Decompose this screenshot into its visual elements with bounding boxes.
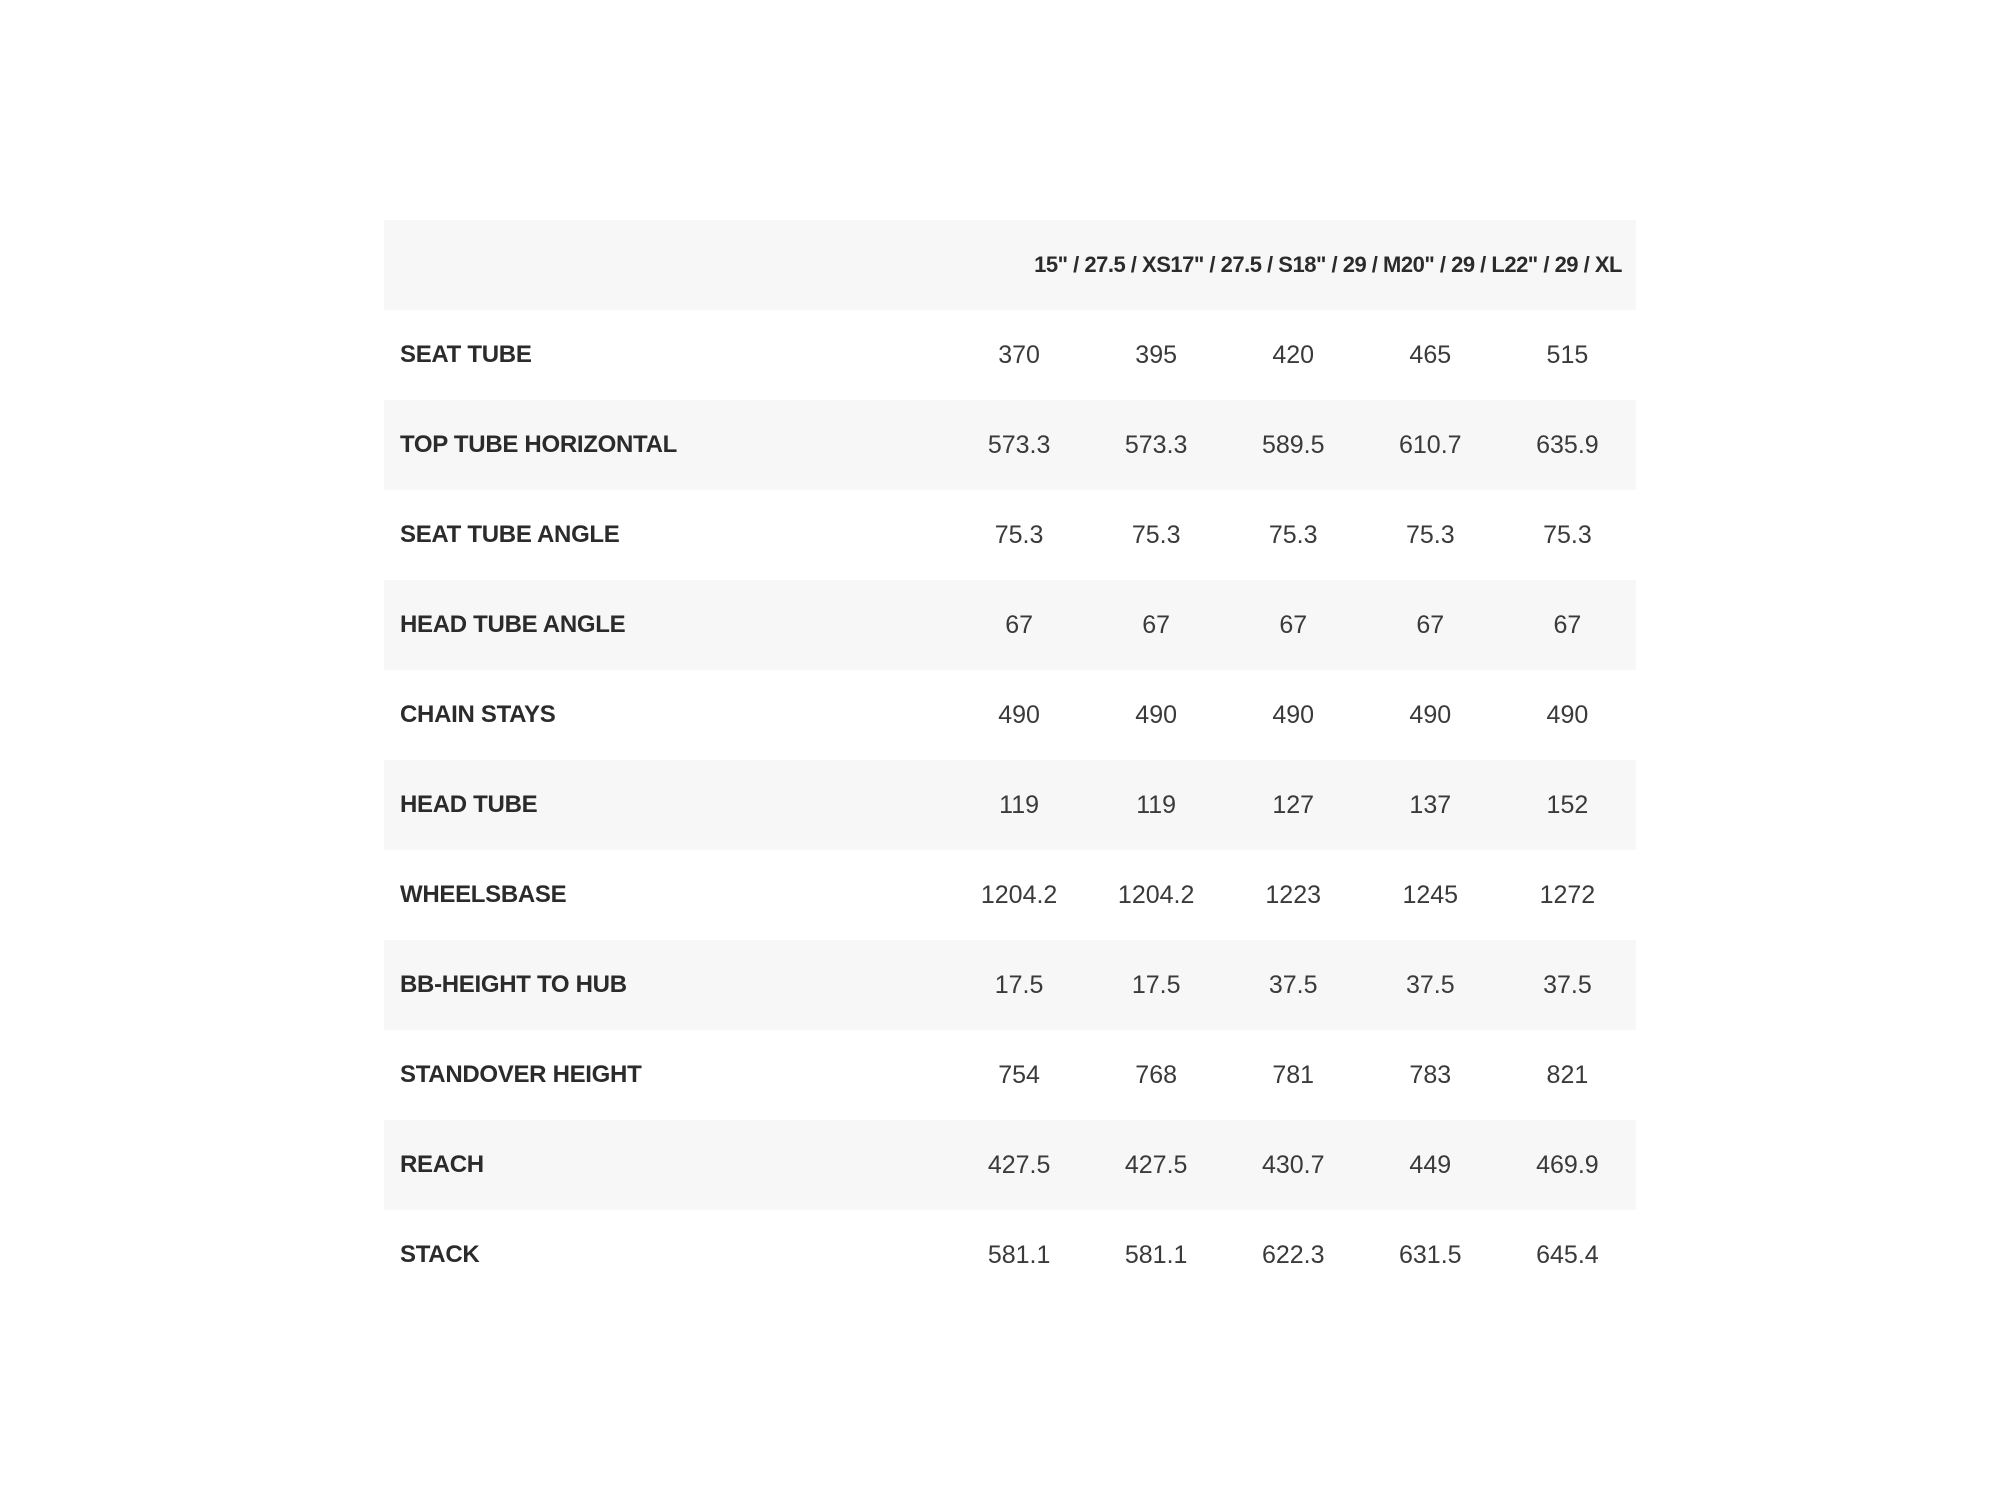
table-cell: 783 [1409, 1060, 1452, 1089]
table-cell: 420 [1272, 340, 1315, 369]
table-row [384, 490, 1636, 580]
table-row [384, 310, 1636, 400]
table-cell: 490 [1409, 700, 1452, 729]
table-cell: 427.5 [987, 1150, 1051, 1179]
table-row [384, 670, 1636, 760]
table-cell: 449 [1409, 1150, 1452, 1179]
table-cell: 631.5 [1399, 1240, 1462, 1269]
row-label: HEAD TUBE ANGLE [400, 611, 626, 638]
size-header-s: 17" / 27.5 / S [1170, 252, 1293, 277]
table-cell: 127 [1272, 790, 1315, 819]
table-cell: 1204.2 [1117, 880, 1195, 909]
table-cell: 67 [1416, 610, 1445, 639]
row-label: HEAD TUBE [400, 791, 538, 818]
table-row [384, 850, 1636, 940]
table-cell: 37.5 [1543, 970, 1592, 999]
table-cell: 1223 [1265, 880, 1322, 909]
size-header-xl: 22" / 29 / XL [1504, 252, 1622, 277]
table-cell: 75.3 [1131, 520, 1181, 549]
table-cell: 1204.2 [980, 880, 1058, 909]
table-cell: 75.3 [1543, 520, 1592, 549]
header-corner-cell [384, 220, 951, 310]
row-label: TOP TUBE HORIZONTAL [400, 431, 677, 458]
table-row [384, 1030, 1636, 1120]
table-row [384, 580, 1636, 670]
table-row [384, 400, 1636, 490]
table-row [384, 1120, 1636, 1210]
table-cell: 469.9 [1536, 1150, 1599, 1179]
table-cell: 67 [1279, 610, 1308, 639]
table-cell: 754 [998, 1060, 1040, 1089]
table-cell: 37.5 [1268, 970, 1318, 999]
row-label: WHEELSBASE [400, 881, 567, 908]
table-cell: 490 [1272, 700, 1315, 729]
row-label: SEAT TUBE [400, 341, 532, 368]
table-cell: 490 [1135, 700, 1178, 729]
table-cell: 821 [1546, 1060, 1589, 1089]
table-cell: 67 [1553, 610, 1582, 639]
table-cell: 1245 [1402, 880, 1459, 909]
table-cell: 67 [1005, 610, 1033, 639]
table-row [384, 940, 1636, 1030]
table-cell: 75.3 [1405, 520, 1455, 549]
table-cell: 490 [1546, 700, 1589, 729]
table-cell: 119 [1136, 790, 1177, 819]
row-label: SEAT TUBE ANGLE [400, 521, 620, 548]
table-cell: 515 [1546, 340, 1589, 369]
table-cell: 581.1 [1124, 1240, 1188, 1269]
table-cell: 581.1 [987, 1240, 1051, 1269]
table-cell: 635.9 [1536, 430, 1599, 459]
size-header-m: 18" / 29 / M [1292, 252, 1401, 277]
size-header-l: 20" / 29 / L [1400, 252, 1505, 277]
table-cell: 430.7 [1261, 1150, 1325, 1179]
table-row [384, 1210, 1636, 1300]
row-label: BB-HEIGHT TO HUB [400, 971, 627, 998]
size-header-wrap [951, 252, 1636, 278]
geometry-table [384, 220, 1636, 1300]
row-label: STACK [400, 1241, 480, 1268]
table-cell: 67 [1142, 610, 1171, 639]
table-cell: 395 [1135, 340, 1178, 369]
table-cell: 75.3 [1268, 520, 1318, 549]
table-cell: 573.3 [1124, 430, 1188, 459]
table-cell: 37.5 [1405, 970, 1455, 999]
table-cell: 589.5 [1261, 430, 1325, 459]
table-cell: 119 [999, 790, 1040, 819]
table-row [384, 760, 1636, 850]
table-cell: 465 [1409, 340, 1452, 369]
table-cell: 645.4 [1536, 1240, 1599, 1269]
table-cell: 17.5 [994, 970, 1044, 999]
table-cell: 573.3 [987, 430, 1051, 459]
table-cell: 17.5 [1131, 970, 1181, 999]
table-cell: 768 [1135, 1060, 1178, 1089]
table-cell: 75.3 [994, 520, 1044, 549]
table-cell: 1272 [1539, 880, 1596, 909]
size-header-xs: 15" / 27.5 / XS [1034, 252, 1171, 277]
header-row [384, 220, 1636, 310]
table-cell: 610.7 [1399, 430, 1462, 459]
size-header-group [951, 220, 1636, 310]
table-cell: 427.5 [1124, 1150, 1188, 1179]
table-cell: 152 [1546, 790, 1589, 819]
table-cell: 781 [1272, 1060, 1315, 1089]
row-label: STANDOVER HEIGHT [400, 1061, 642, 1088]
table-body [384, 310, 1636, 1300]
table-header [384, 220, 1636, 310]
table-cell: 622.3 [1261, 1240, 1325, 1269]
table-cell: 370 [998, 340, 1040, 369]
row-label: REACH [400, 1151, 484, 1178]
table-cell: 490 [998, 700, 1040, 729]
table-cell: 137 [1409, 790, 1452, 819]
row-label: CHAIN STAYS [400, 701, 556, 728]
